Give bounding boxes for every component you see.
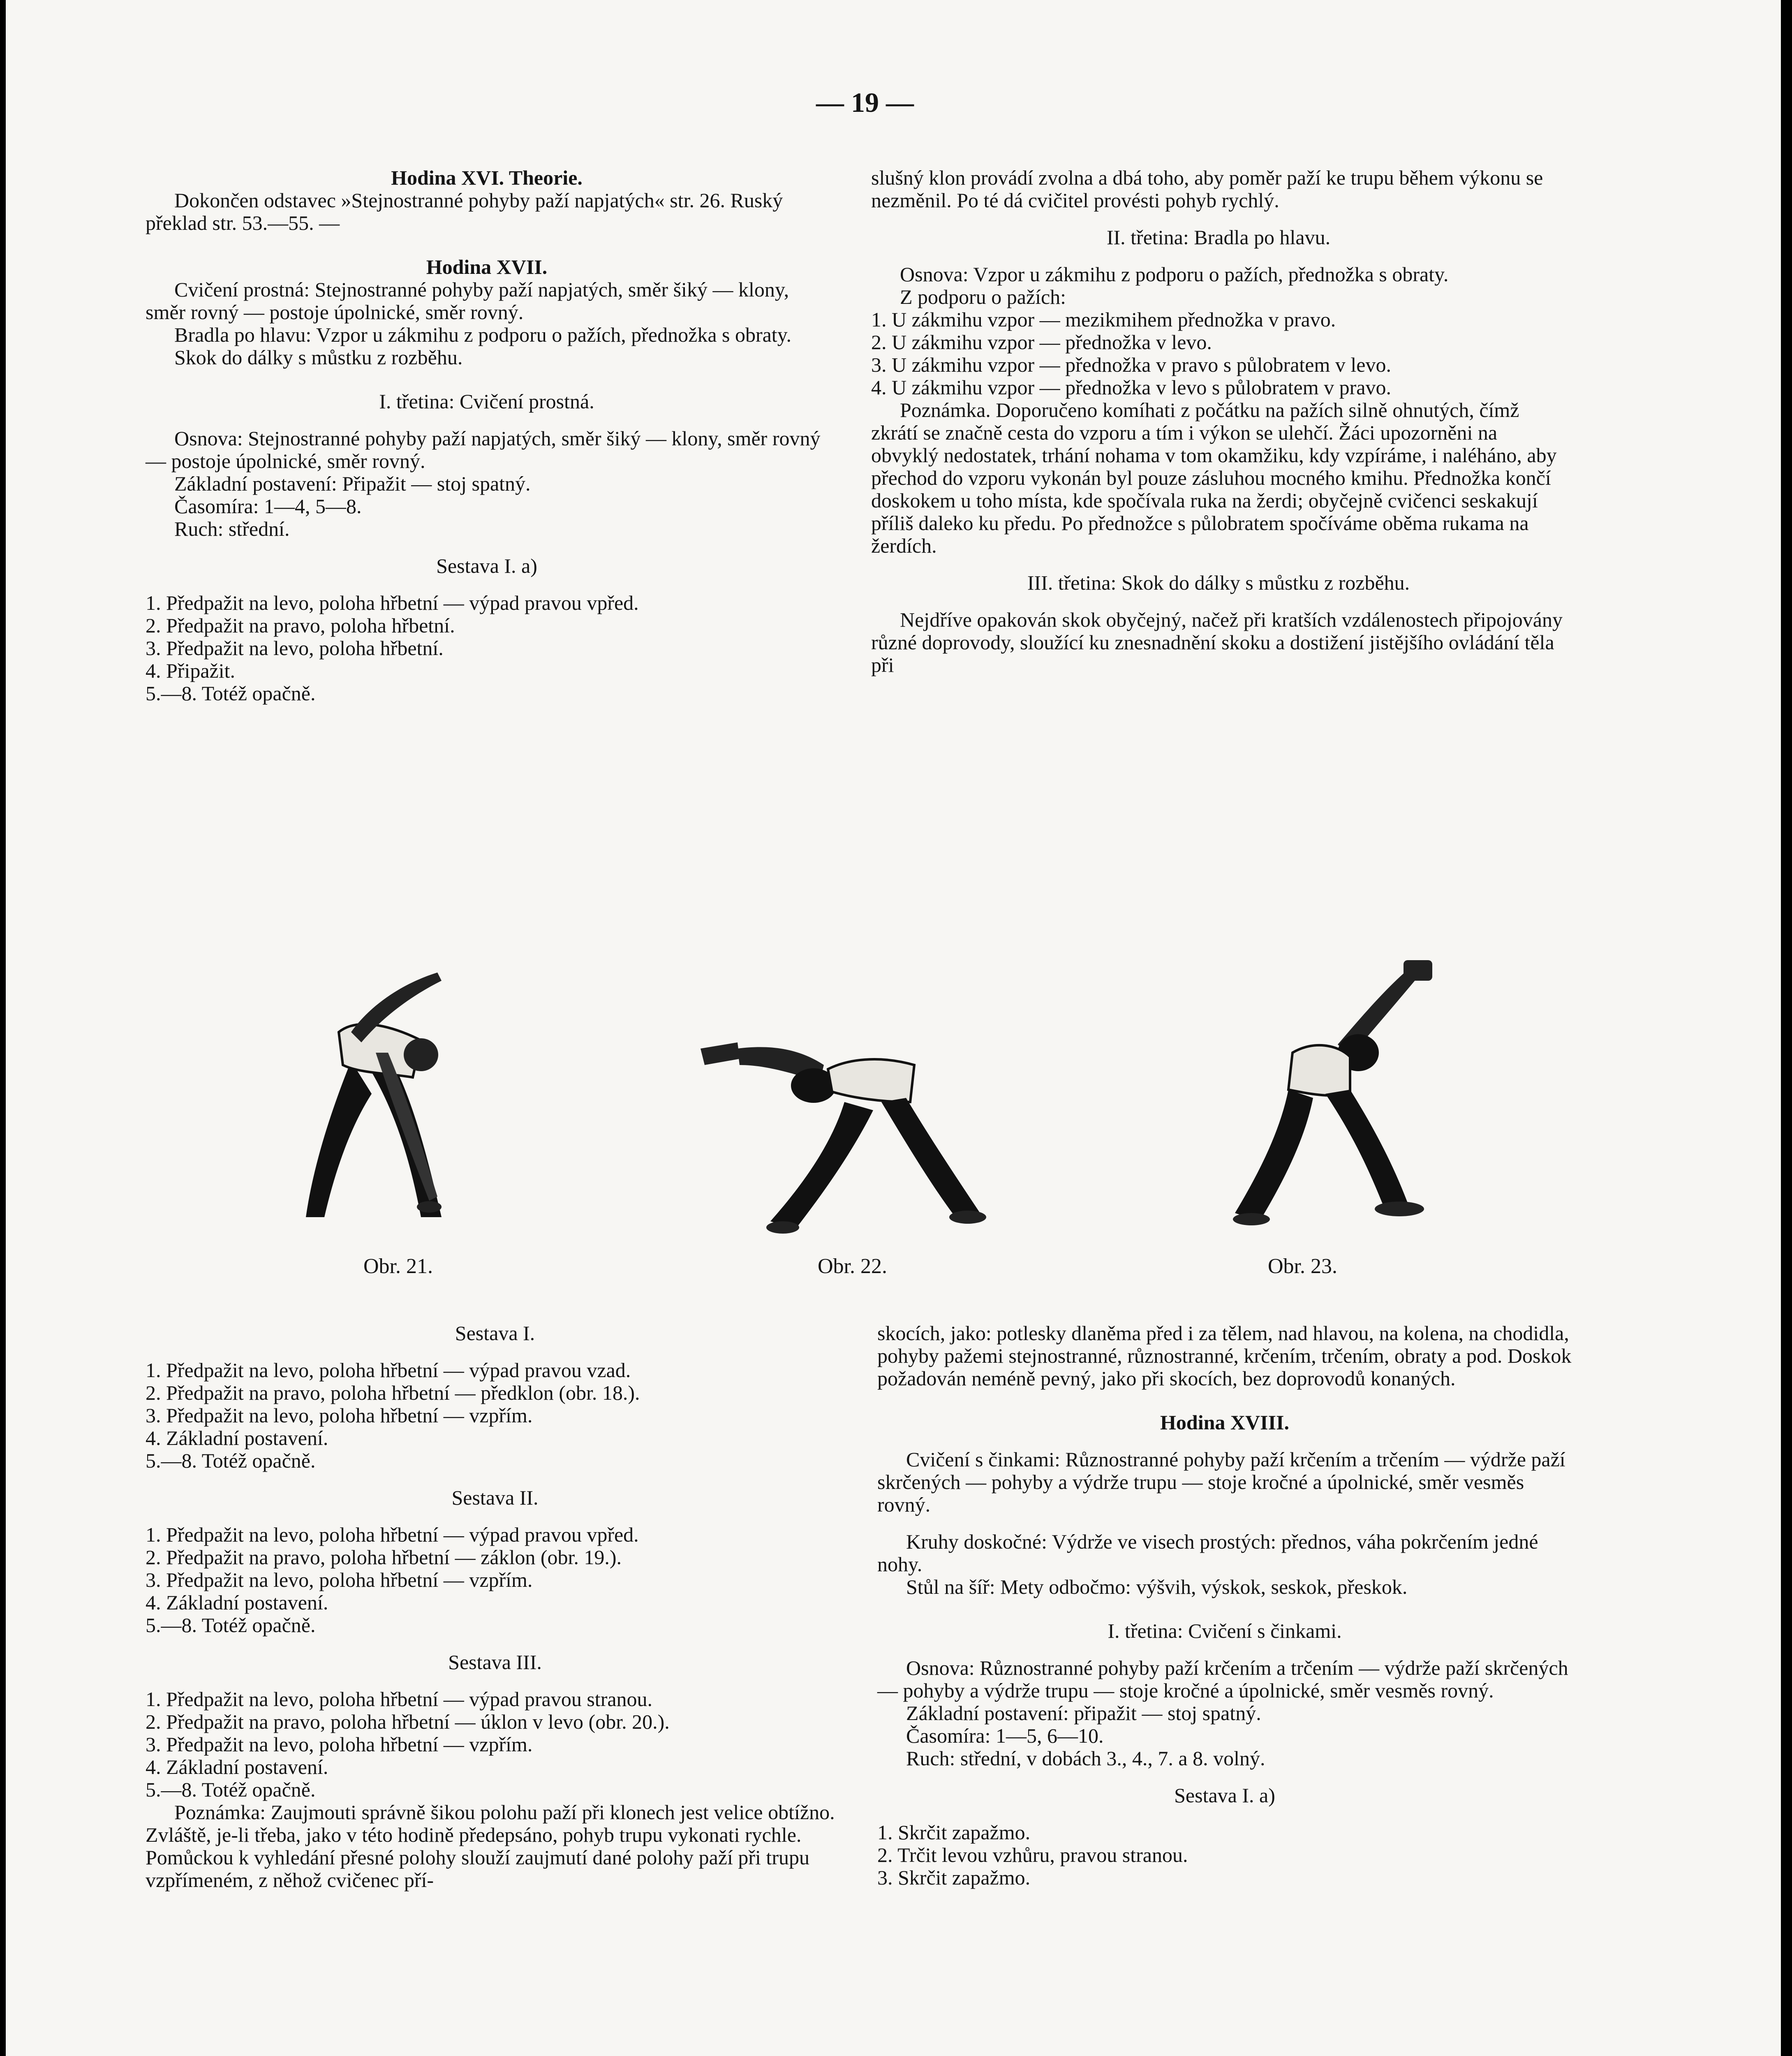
paragraph: Z podporu o pažích: [900, 285, 1066, 308]
paragraph: Stůl na šíř: Mety odbočmo: výšvih, výskok, seskok, přeskok. [906, 1575, 1408, 1598]
paragraph: 3. Předpažit na levo, poloha hřbetní. [146, 637, 444, 660]
paragraph: Dokončen odstavec »Stejnostranné pohyby paží napjatých« str. 26. Ruský překlad str. 53.—55. — [146, 189, 783, 234]
spacer [146, 413, 828, 427]
paragraph: 4. Základní postavení. [146, 1426, 328, 1449]
spacer [146, 1345, 844, 1359]
figure-21-illustration [289, 970, 520, 1238]
paragraph: Základní postavení: Připažit — stoj spatný. [174, 472, 531, 495]
paragraph: 3. Skrčit zapažmo. [877, 1866, 1031, 1889]
paragraph: 1. U zákmihu vzpor — mezikmihem přednožka v pravo. [871, 308, 1336, 331]
paragraph: Časomíra: 1—5, 6—10. [906, 1724, 1104, 1747]
subsection-heading: I. třetina: Cvičení s činkami. [1108, 1619, 1342, 1642]
left-column-bottom [146, 1322, 844, 1892]
spacer [146, 234, 828, 256]
spacer [877, 1434, 1572, 1448]
section-heading: Hodina XVII. [426, 255, 548, 278]
spacer [877, 1390, 1572, 1411]
spacer [146, 577, 828, 592]
paragraph: 5.—8. Totéž opačně. [146, 1614, 316, 1637]
subsection-heading: Sestava III. [448, 1651, 542, 1674]
subsection-heading: III. třetina: Skok do dálky s můstku z rozběhu. [1027, 571, 1410, 594]
paragraph: Cvičení s činkami: Různostranné pohyby paží krčením a trčením — výdrže paží skrčených — pohyby a výdrže trupu — stoje kročné a úpolnické, směr vesměs rovný. [877, 1448, 1565, 1516]
section-heading: Hodina XVI. Theorie. [391, 166, 583, 189]
subsection-heading: I. třetina: Cvičení prostná. [379, 390, 594, 413]
spacer [877, 1807, 1572, 1821]
spacer [871, 249, 1566, 263]
paragraph: Osnova: Vzpor u zákmihu z podporu o pažích, přednožka s obraty. [900, 263, 1449, 286]
paragraph: Kruhy doskočné: Výdrže ve visech prostých: přednos, váha pokrčením jedné nohy. [877, 1530, 1538, 1576]
subsection-heading: Sestava I. a) [1174, 1784, 1275, 1807]
right-column-top [871, 167, 1566, 676]
paragraph: slušný klon provádí zvolna a dbá toho, aby poměr paží ke trupu během výkonu se nezměnil. Po té dá cvičitel provésti pohyb rychlý. [871, 166, 1543, 212]
paragraph: Ruch: střední. [174, 517, 290, 540]
paragraph: Ruch: střední, v dobách 3., 4., 7. a 8. volný. [906, 1747, 1265, 1770]
paragraph: 2. Trčit levou vzhůru, pravou stranou. [877, 1843, 1188, 1866]
spacer [146, 1637, 844, 1651]
paragraph: 4. Připažit. [146, 659, 236, 682]
spacer [877, 1516, 1572, 1530]
figure-22-caption: Obr. 22. [818, 1255, 887, 1278]
spacer [877, 1598, 1572, 1620]
spacer [871, 594, 1566, 609]
paragraph: Skok do dálky s můstku z rozběhu. [174, 346, 463, 369]
spacer [877, 1770, 1572, 1784]
paragraph: 1. Předpažit na levo, poloha hřbetní — výpad pravou stranou. [146, 1688, 653, 1711]
paragraph: Bradla po hlavu: Vzpor u zákmihu z podporu o pažích, přednožka s obraty. [174, 323, 791, 346]
section-heading: Hodina XVIII. [1160, 1411, 1289, 1434]
paragraph: 5.—8. Totéž opačně. [146, 1449, 316, 1472]
paragraph: Časomíra: 1—4, 5—8. [174, 495, 362, 518]
figure-21-caption: Obr. 21. [363, 1255, 433, 1278]
spacer [871, 557, 1566, 572]
subsection-heading: II. třetina: Bradla po hlavu. [1106, 226, 1331, 249]
spacer [146, 540, 828, 555]
paragraph: 1. Skrčit zapažmo. [877, 1821, 1031, 1844]
paragraph: 2. Předpažit na pravo, poloha hřbetní — úklon v levo (obr. 20.). [146, 1710, 670, 1733]
paragraph: 2. Předpažit na pravo, poloha hřbetní. [146, 614, 455, 637]
paragraph: 2. Předpažit na pravo, poloha hřbetní — předklon (obr. 18.). [146, 1381, 640, 1404]
spacer [146, 1509, 844, 1523]
paragraph: Poznámka: Zaujmouti správně šikou polohu paží při klonech jest velice obtížno. Zvláště, je-li třeba, jako v této hodině předepsáno, pohyb trupu vykonati rychle. Pomůckou k vyhledání přesné polohy slouží zaujmutí dané polohy paží při trupu vzpřímeném, z něhož cvičenec pří- [146, 1801, 835, 1892]
paragraph: Cvičení prostná: Stejnostranné pohyby paží napjatých, směr šiký — klony, směr rovný — postoje úpolnické, směr rovný. [146, 278, 789, 324]
left-column-top [146, 167, 828, 705]
paragraph: 1. Předpažit na levo, poloha hřbetní — výpad pravou vzad. [146, 1359, 631, 1382]
paragraph: 3. U zákmihu vzpor — přednožka v pravo s půlobratem v levo. [871, 353, 1391, 376]
paragraph: 2. U zákmihu vzpor — přednožka v levo. [871, 331, 1212, 354]
right-column-bottom [877, 1322, 1572, 1889]
paragraph: 2. Předpažit na pravo, poloha hřbetní — záklon (obr. 19.). [146, 1546, 622, 1569]
paragraph: 3. Předpažit na levo, poloha hřbetní — vzpřím. [146, 1733, 533, 1756]
spacer [146, 369, 828, 390]
paragraph: 3. Předpažit na levo, poloha hřbetní — vzpřím. [146, 1568, 533, 1591]
paragraph: 4. Základní postavení. [146, 1591, 328, 1614]
document-page [6, 0, 1781, 2056]
paragraph: 5.—8. Totéž opačně. [146, 682, 316, 705]
spacer [146, 1472, 844, 1486]
subsection-heading: Sestava I. [455, 1322, 535, 1345]
spacer [146, 1674, 844, 1688]
subsection-heading: Sestava I. a) [436, 554, 537, 577]
paragraph: 4. Základní postavení. [146, 1755, 328, 1778]
paragraph: Nejdříve opakován skok obyčejný, načež při kratších vzdálenostech připojovány různé doprovody, sloužící ku znesnadnění skoku a dostižení jistějšího ovládání těla při [871, 608, 1563, 676]
figure-23-illustration [1227, 958, 1457, 1246]
figure-23-caption: Obr. 23. [1268, 1255, 1337, 1278]
figure-22-illustration [701, 1020, 1005, 1242]
subsection-heading: Sestava II. [451, 1486, 539, 1509]
paragraph: Osnova: Různostranné pohyby paží krčením a trčením — výdrže paží skrčených — pohyby a výdrže trupu — stoje kročné a úpolnické, směr vesměs rovný. [877, 1656, 1568, 1702]
paragraph: Osnova: Stejnostranné pohyby paží napjatých, směr šiký — klony, směr rovný — postoje úpolnické, směr rovný. [146, 427, 821, 472]
paragraph: 1. Předpažit na levo, poloha hřbetní — výpad pravou vpřed. [146, 591, 639, 614]
page-number: — 19 — [816, 87, 914, 118]
paragraph: skocích, jako: potlesky dlaněma před i za tělem, nad hlavou, na kolena, na chodidla, pohyby pažemi stejnostranné, různostranné, krčením, trčením, obraty a pod. Doskok požadován neméně pevný, jako při skocích, bez doprovodů konaných. [877, 1322, 1572, 1390]
paragraph: 3. Předpažit na levo, poloha hřbetní — vzpřím. [146, 1404, 533, 1427]
spacer [871, 212, 1566, 226]
paragraph: 4. U zákmihu vzpor — přednožka v levo s půlobratem v pravo. [871, 376, 1391, 399]
paragraph: 5.—8. Totéž opačně. [146, 1778, 316, 1801]
paragraph: Základní postavení: připažit — stoj spatný. [906, 1702, 1261, 1725]
paragraph: 1. Předpažit na levo, poloha hřbetní — výpad pravou vpřed. [146, 1523, 639, 1546]
spacer [877, 1642, 1572, 1657]
paragraph: Poznámka. Doporučeno komíhati z počátku na pažích silně ohnutých, čímž zkrátí se značně cesta do vzporu a tím i výkon se ulehčí. Žáci upozorněni na obvyklý nedostatek, trhání nohama v tom okamžiku, kdy vzpíráme, i naléháno, aby přechod do vzporu vykonán byl pouze zásluhou mocného kmihu. Přednožka končí doskokem u toho místa, kde spočívala ruka na žerdi; obyčejně cvičenci seskakují příliš daleko ku předu. Po přednožce s půlobratem spočíváme oběma rukama na žerdích. [871, 398, 1557, 557]
